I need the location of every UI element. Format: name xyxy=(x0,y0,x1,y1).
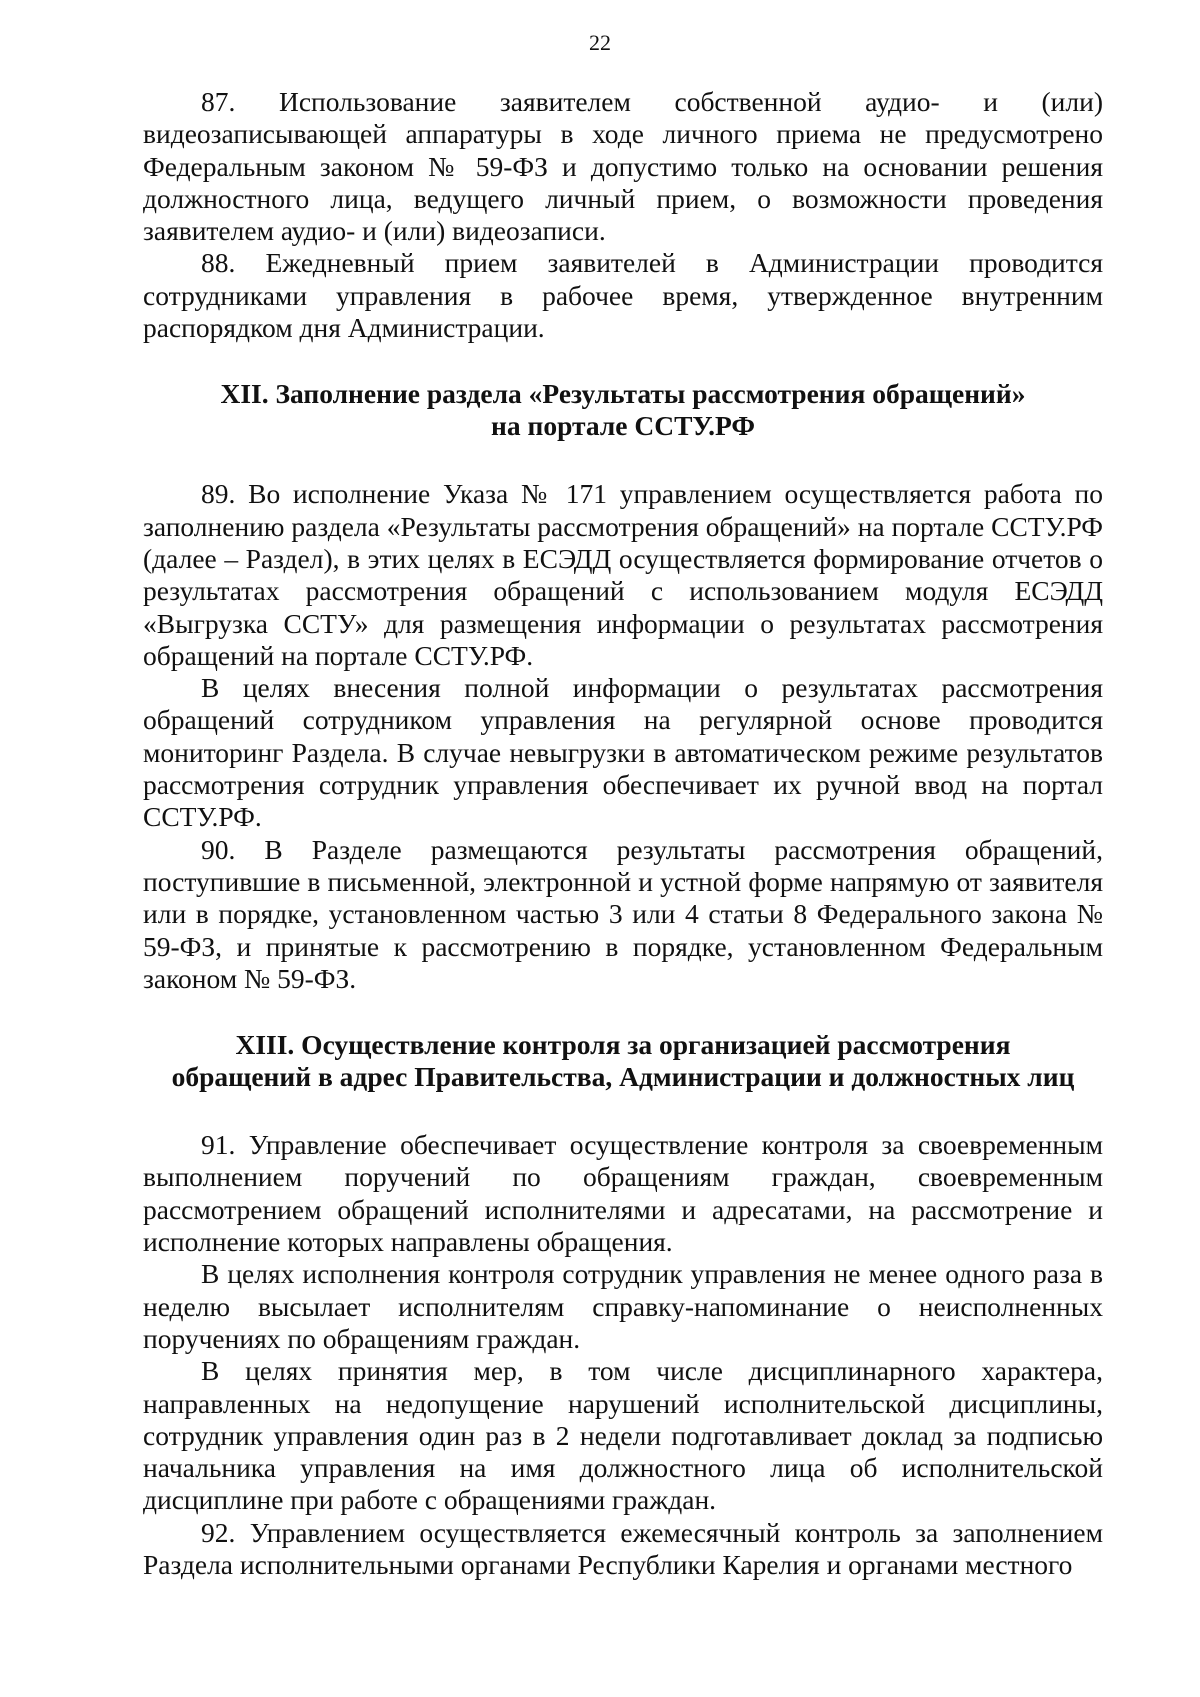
page-number: 22 xyxy=(589,30,611,55)
paragraph-91-control: В целях исполнения контроля сотрудник управления не менее одного раза в неделю высылает исполнителям справку-напоминание о неисполненных поручениях по обращениям граждан. xyxy=(143,1258,1103,1354)
document-body xyxy=(143,86,1103,1581)
paragraph-91-discipline: В целях принятия мер, в том числе дисциплинарного характера, направленных на недопущение нарушений исполнительской дисциплины, сотрудник управления один раз в 2 недели подготавливает доклад за подписью начальника управления на имя должностного лица об исполнительской дисциплине при работе с обращениями граждан. xyxy=(143,1355,1103,1516)
section-xii-title-line-1: XII. Заполнение раздела «Результаты рассмотрения обращений» xyxy=(220,378,1026,410)
paragraph-89: 89. Во исполнение Указа № 171 управлением осуществляется работа по заполнению раздела «Результаты рассмотрения обращений» на портале ССТУ.РФ (далее – Раздел), в этих целях в ЕСЭДД осуществляется формирование отчетов о результатах рассмотрения обращений с использованием модуля ЕСЭДД «Выгрузка ССТУ» для размещения информации о результатах рассмотрения обращений на портале ССТУ.РФ. xyxy=(143,478,1103,671)
paragraph-87: 87. Использование заявителем собственной аудио- и (или) видеозаписывающей аппаратуры в ходе личного приема не предусмотрено Федеральным законом № 59-ФЗ и допустимо только на основании решения должностного лица, ведущего личный прием, о возможности проведения заявителем аудио- и (или) видеозаписи. xyxy=(143,86,1103,247)
section-xii-title-line-2: на портале ССТУ.РФ xyxy=(491,410,755,442)
paragraph-89-continued: В целях внесения полной информации о результатах рассмотрения обращений сотрудником управления на регулярной основе проводится мониторинг Раздела. В случае невыгрузки в автоматическом режиме результатов рассмотрения сотрудник управления обеспечивает их ручной ввод на портал ССТУ.РФ. xyxy=(143,672,1103,833)
section-xii-heading xyxy=(143,378,1103,442)
paragraph-92: 92. Управлением осуществляется ежемесячный контроль за заполнением Раздела исполнительными органами Республики Карелия и органами местного xyxy=(143,1516,1103,1580)
section-xiii-heading xyxy=(143,1029,1103,1093)
section-xiii-title-line-2: обращений в адрес Правительства, Администрации и должностных лиц xyxy=(171,1061,1075,1093)
section-xiii-title-line-1: XIII. Осуществление контроля за организацией рассмотрения xyxy=(235,1029,1011,1061)
paragraph-90: 90. В Разделе размещаются результаты рассмотрения обращений, поступившие в письменной, электронной и устной форме напрямую от заявителя или в порядке, установленном частью 3 или 4 статьи 8 Федерального закона № 59-ФЗ, и принятые к рассмотрению в порядке, установленном Федеральным законом № 59-ФЗ. xyxy=(143,833,1103,994)
paragraph-88: 88. Ежедневный прием заявителей в Администрации проводится сотрудниками управления в рабочее время, утвержденное внутренним распорядком дня Администрации. xyxy=(143,247,1103,344)
paragraph-91: 91. Управление обеспечивает осуществление контроля за своевременным выполнением поручений по обращениям граждан, своевременным рассмотрением обращений исполнителями и адресатами, на рассмотрение и исполнение которых направлены обращения. xyxy=(143,1129,1103,1258)
